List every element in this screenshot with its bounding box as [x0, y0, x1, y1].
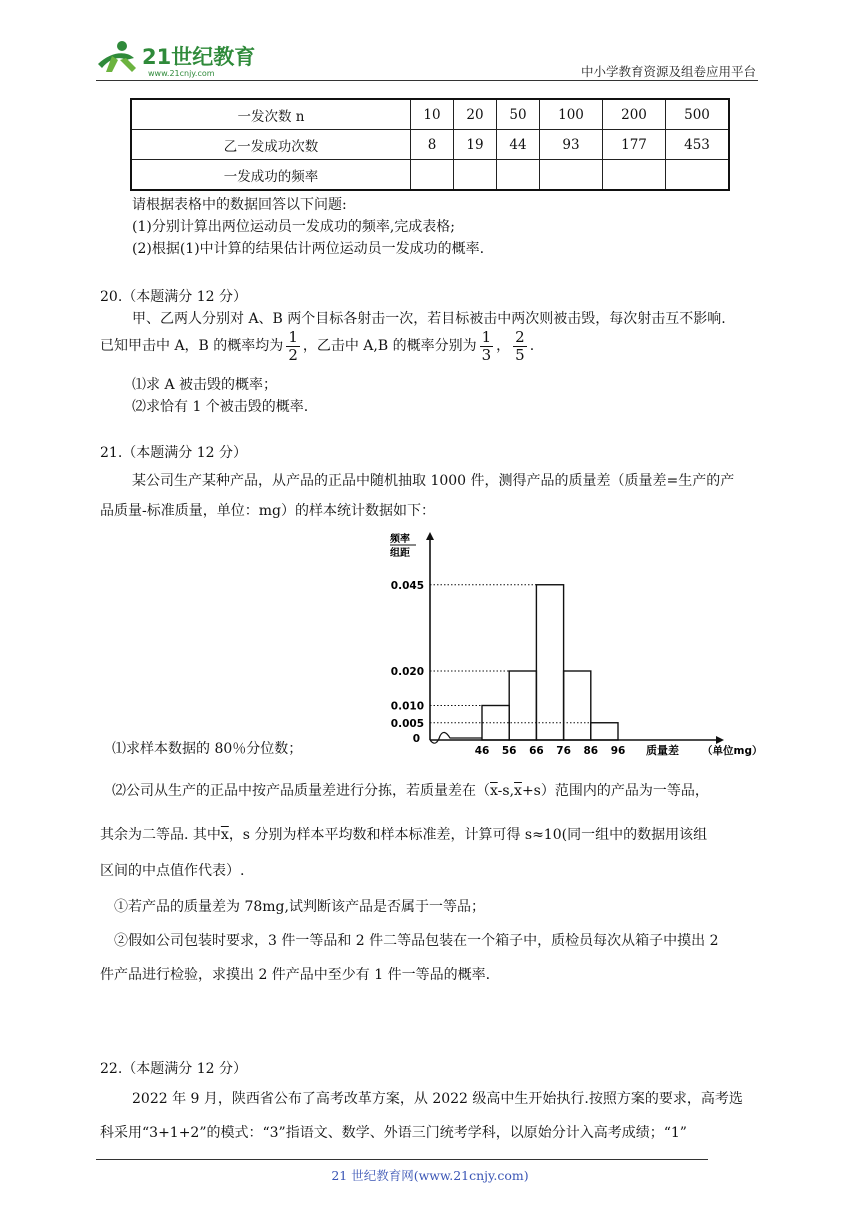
footer-text: 21 世纪教育网(www.21cnjy.com) [331, 1168, 529, 1183]
x-tick-label: 46 [474, 745, 490, 757]
table-cell: 8 [411, 130, 454, 160]
table-cell: 一发次数 n [131, 99, 411, 130]
table-cell: 93 [540, 130, 603, 160]
histogram-bar [591, 723, 618, 740]
q20-period: . [529, 338, 535, 354]
x-tick-label: 86 [583, 745, 599, 757]
platform-name: 中小学教育资源及组卷应用平台 [580, 64, 756, 79]
q21-part1: ⑴求样本数据的 80％分位数； [112, 741, 303, 757]
table-cell: 100 [540, 99, 603, 130]
q21-line1: 某公司生产某种产品，从产品的正品中随机抽取 1000 件，测得产品的质量差（质量差=生产的产 [132, 473, 735, 489]
table-row [131, 99, 729, 130]
y-tick-label: 0.045 [390, 579, 424, 592]
q20-part2: ⑵求恰有 1 个被击毁的概率. [132, 399, 309, 415]
q20-comma: ， [496, 338, 511, 354]
x-axis-label: 质量差 [646, 744, 679, 757]
table-cell [603, 160, 666, 191]
histogram-bar [564, 671, 591, 740]
q21-sub1: ①若产品的质量差为 78mg,试判断该产品是否属于一等品； [114, 899, 485, 915]
runner-logo-icon [98, 41, 136, 72]
histogram-bar [536, 585, 563, 740]
x-tick-label: 56 [501, 745, 517, 757]
footer-divider [96, 1159, 708, 1160]
table-cell: 200 [603, 99, 666, 130]
y-label-top: 频率 [390, 534, 410, 545]
table-cell [454, 160, 497, 191]
table-cell [666, 160, 730, 191]
q19-part1: (1)分别计算出两位运动员一发成功的频率,完成表格; [132, 219, 455, 235]
table-cell: 177 [603, 130, 666, 160]
q22-line2: 科采用“3+1+2”的模式：“3”指语文、数学、外语三门统考学科，以原始分计入高考成绩；“1” [100, 1125, 687, 1141]
table-cell: 50 [497, 99, 540, 130]
q21-line3-b: ，s 分别为样本平均数和样本标准差，计算可得 s≈10(同一组中的数据用该组 [228, 827, 708, 843]
y-tick-label: 0.005 [390, 717, 424, 730]
table-cell: 20 [454, 99, 497, 130]
q20-text-b: ，乙击中 A,B 的概率分别为 [302, 338, 477, 354]
y-tick-label: 0.020 [390, 666, 424, 678]
y-axis-arrow-icon [426, 532, 434, 540]
q21-line4: 区间的中点值作代表）. [100, 863, 245, 879]
fraction-2-5: $\frac{2}{5}$ [515, 327, 525, 364]
x-axis-arrow-icon [716, 736, 724, 744]
x-bar-symbol: $\overline{x}$ [490, 783, 498, 799]
table-cell [540, 160, 603, 191]
histogram-svg [384, 528, 768, 760]
frequency-table [130, 98, 730, 191]
q22-line1: 2022 年 9 月，陕西省公布了高考改革方案，从 2022 级高中生开始执行.按照方案的要求，高考选 [132, 1091, 743, 1107]
x-tick-label: 66 [529, 745, 544, 757]
x-tick-label: 96 [610, 745, 626, 757]
table-cell: 500 [666, 99, 730, 130]
fraction-1-2: $\frac{1}{2}$ [288, 327, 298, 364]
q21-line2: 品质量-标准质量，单位：mg）的样本统计数据如下： [100, 503, 435, 519]
origin-label: 0 [412, 733, 420, 745]
header-divider [96, 80, 758, 81]
table-cell: 10 [411, 99, 454, 130]
x-tick-label: 76 [556, 745, 571, 757]
x-axis-unit: （单位mg） [702, 745, 763, 757]
x-bar-symbol: $\overline{x}$ [220, 827, 229, 843]
table-cell: 乙一发成功次数 [131, 130, 411, 160]
q21-heading: 21.（本题满分 12 分） [100, 445, 247, 461]
q20-text-a: 已知甲击中 A，B 的概率均为 [100, 338, 284, 354]
q21-part2-c: +s）范围内的产品为一等品， [521, 783, 709, 799]
logo-url: www.21cnjy.com [148, 69, 215, 78]
table-cell [411, 160, 454, 191]
q21-sub2a: ②假如公司包装时要求，3 件一等品和 2 件二等品包装在一个箱子中，质检员每次从箱子中摸出 2 [114, 933, 719, 949]
q21-line3-a: 其余为二等品. 其中 [100, 827, 221, 843]
q21-line3 [100, 824, 707, 844]
site-logo [92, 38, 262, 82]
fraction-1-3: $\frac{1}{3}$ [481, 327, 492, 364]
q22-heading: 22.（本题满分 12 分） [100, 1061, 247, 1077]
table-row [131, 130, 729, 160]
table-cell [497, 160, 540, 191]
table-cell: 453 [666, 130, 730, 160]
histogram-bar [509, 671, 536, 740]
q20-part1: ⑴求 A 被击毁的概率； [132, 377, 278, 393]
q20-line2 [100, 326, 534, 366]
q19-intro: 请根据表格中的数据回答以下问题: [132, 197, 347, 213]
x-bar-symbol: $\overline{x}$ [514, 783, 522, 799]
table-cell: 一发成功的频率 [131, 160, 411, 191]
axis-break-mark [430, 732, 482, 743]
q19-part2: (2)根据(1)中计算的结果估计两位运动员一发成功的概率. [132, 241, 485, 257]
logo-text: 21世纪教育 [142, 45, 256, 69]
q21-part2 [112, 780, 709, 800]
q21-part2-a: ⑵公司从生产的正品中按产品质量差进行分拣，若质量差在（ [112, 783, 490, 799]
y-tick-label: 0.010 [390, 700, 424, 713]
table-cell: 44 [497, 130, 540, 160]
q21-sub2b: 件产品进行检验，求摸出 2 件产品中至少有 1 件一等品的概率. [100, 967, 491, 983]
histogram-chart [384, 528, 768, 760]
y-label-bottom: 组距 [390, 548, 410, 559]
q20-line1: 甲、乙两人分别对 A、B 两个目标各射击一次，若目标被击中两次则被击毁，每次射击互不影响. [132, 311, 726, 327]
q20-heading: 20.（本题满分 12 分） [100, 289, 247, 305]
table-cell: 19 [454, 130, 497, 160]
q21-part2-b: -s, [497, 783, 515, 799]
table-row [131, 160, 729, 191]
